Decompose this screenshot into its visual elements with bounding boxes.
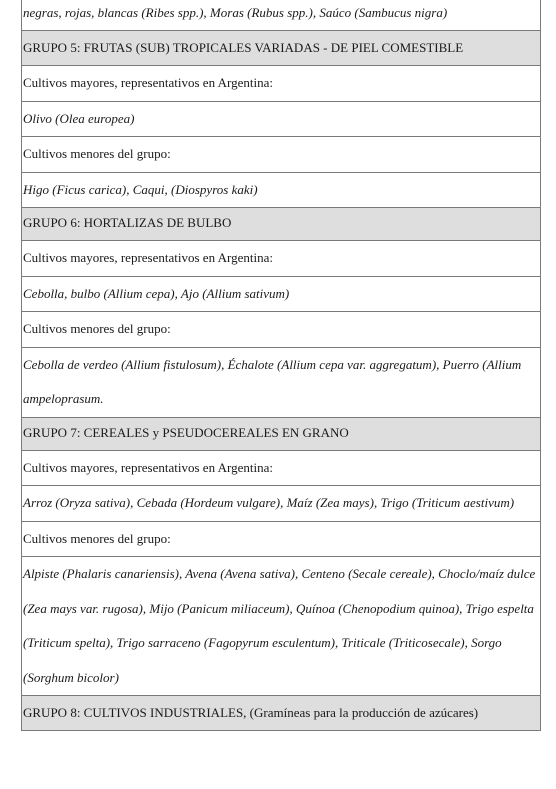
table-row (22, 276, 541, 312)
table-row (22, 172, 541, 208)
section-label-cell: Cultivos mayores, representativos en Argentina: (22, 241, 541, 277)
table-row (22, 486, 541, 522)
group-header-cell: GRUPO 5: FRUTAS (SUB) TROPICALES VARIADAS - DE PIEL COMESTIBLE (22, 31, 541, 66)
group-header-row (22, 208, 541, 241)
group-header-cell: GRUPO 8: CULTIVOS INDUSTRIALES, (Gramíneas para la producción de azúcares) (22, 696, 541, 731)
table-row (22, 557, 541, 696)
table-row (22, 0, 541, 31)
table-row (22, 312, 541, 348)
group-header-cell: GRUPO 7: CEREALES y PSEUDOCEREALES EN GRANO (22, 417, 541, 450)
table-row (22, 241, 541, 277)
table-row (22, 450, 541, 486)
section-label-cell: Cultivos mayores, representativos en Argentina: (22, 450, 541, 486)
crop-list-cell: Olivo (Olea europea) (22, 101, 541, 137)
table-row (22, 66, 541, 102)
crop-list-cell: Higo (Ficus carica), Caqui, (Diospyros kaki) (22, 172, 541, 208)
section-label-cell: Cultivos menores del grupo: (22, 137, 541, 173)
table-row (22, 101, 541, 137)
crop-list-cell: Arroz (Oryza sativa), Cebada (Hordeum vulgare), Maíz (Zea mays), Trigo (Triticum aestivum) (22, 486, 541, 522)
group-header-row (22, 31, 541, 66)
section-label-cell: Cultivos mayores, representativos en Argentina: (22, 66, 541, 102)
table-row (22, 521, 541, 557)
section-label-cell: Cultivos menores del grupo: (22, 521, 541, 557)
group-header-row (22, 696, 541, 731)
crop-list-cell: Alpiste (Phalaris canariensis), Avena (Avena sativa), Centeno (Secale cereale), Choclo/maíz dulce (Zea mays var. rugosa), Mijo (Panicum miliaceum), Quínoa (Chenopodium quinoa), Trigo espelta (Triticum spelta), Trigo sarraceno (Fagopyrum esculentum), Triticale (Triticosecale), Sorgo (Sorghum bicolor) (22, 557, 541, 696)
crop-list-cell: Cebolla de verdeo (Allium fistulosum), Échalote (Allium cepa var. aggregatum), Puerro (Allium ampeloprasum. (22, 347, 541, 417)
group-header-row (22, 417, 541, 450)
section-label-cell: Cultivos menores del grupo: (22, 312, 541, 348)
crop-list-cell: Cebolla, bulbo (Allium cepa), Ajo (Allium sativum) (22, 276, 541, 312)
group-header-cell: GRUPO 6: HORTALIZAS DE BULBO (22, 208, 541, 241)
table-row (22, 137, 541, 173)
crop-groups-table (21, 0, 541, 731)
crop-list-cell: negras, rojas, blancas (Ribes spp.), Moras (Rubus spp.), Saúco (Sambucus nigra) (22, 0, 541, 31)
table-row (22, 347, 541, 417)
